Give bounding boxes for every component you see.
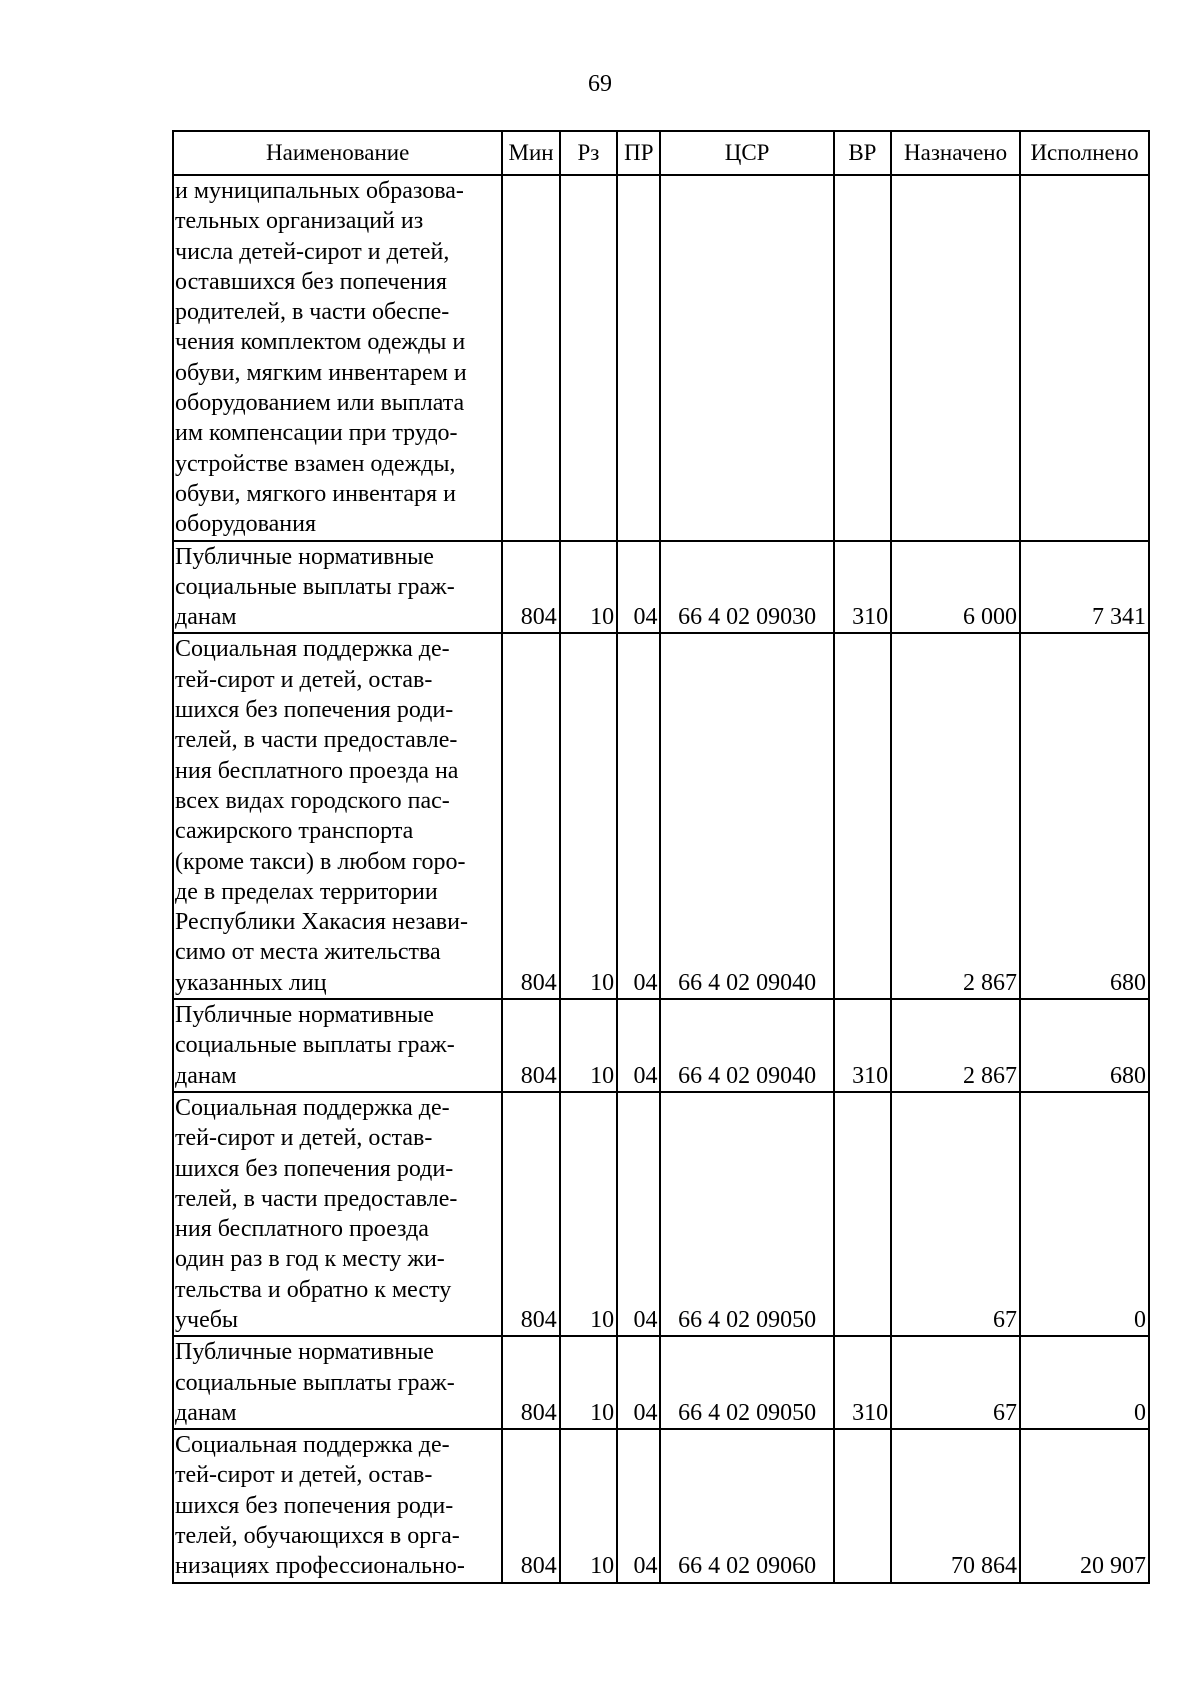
cell-pr: 04 xyxy=(617,1429,660,1582)
cell-name: Публичные нормативные социальные выплаты граж- данам xyxy=(173,1336,502,1429)
cell-min xyxy=(502,175,559,541)
table-row xyxy=(173,1336,1149,1429)
cell-name: Социальная поддержка де- тей-сирот и детей, остав- шихся без попечения роди- телей, в части предоставле- ния бесплатного проезда один раз в год к месту жи- тельства и обратно к месту учебы xyxy=(173,1092,502,1336)
table-row xyxy=(173,1429,1149,1582)
cell-rz: 10 xyxy=(560,1429,617,1582)
cell-csr: 66 4 02 09040 xyxy=(660,633,833,999)
cell-min: 804 xyxy=(502,1336,559,1429)
cell-ispolneno: 0 xyxy=(1020,1092,1149,1336)
cell-vr xyxy=(834,1429,891,1582)
cell-rz: 10 xyxy=(560,1336,617,1429)
cell-ispolneno: 7 341 xyxy=(1020,541,1149,634)
table-row xyxy=(173,175,1149,541)
header-pr: ПР xyxy=(617,131,660,175)
cell-min: 804 xyxy=(502,1092,559,1336)
cell-pr: 04 xyxy=(617,1336,660,1429)
cell-ispolneno xyxy=(1020,175,1149,541)
cell-csr: 66 4 02 09060 xyxy=(660,1429,833,1582)
cell-name: Социальная поддержка де- тей-сирот и детей, остав- шихся без попечения роди- телей, в части предоставле- ния бесплатного проезда на всех видах городского пас- сажирского транспорта (кроме такси) в любом горо- де в пределах территории Республики Хакасия незави- симо от места жительства указанных лиц xyxy=(173,633,502,999)
cell-vr: 310 xyxy=(834,541,891,634)
cell-vr xyxy=(834,633,891,999)
cell-rz: 10 xyxy=(560,999,617,1092)
cell-naznacheno: 67 xyxy=(891,1092,1020,1336)
header-rz: Рз xyxy=(560,131,617,175)
table-row xyxy=(173,633,1149,999)
budget-table xyxy=(172,130,1150,1584)
cell-pr: 04 xyxy=(617,633,660,999)
header-vr: ВР xyxy=(834,131,891,175)
header-naznacheno: Назначено xyxy=(891,131,1020,175)
cell-csr: 66 4 02 09050 xyxy=(660,1336,833,1429)
cell-vr xyxy=(834,1092,891,1336)
cell-rz xyxy=(560,175,617,541)
cell-ispolneno: 680 xyxy=(1020,633,1149,999)
cell-csr xyxy=(660,175,833,541)
cell-rz: 10 xyxy=(560,633,617,999)
cell-name: Публичные нормативные социальные выплаты граж- данам xyxy=(173,541,502,634)
cell-min: 804 xyxy=(502,999,559,1092)
cell-csr: 66 4 02 09050 xyxy=(660,1092,833,1336)
cell-rz: 10 xyxy=(560,541,617,634)
cell-pr: 04 xyxy=(617,1092,660,1336)
header-ispolneno: Исполнено xyxy=(1020,131,1149,175)
cell-naznacheno xyxy=(891,175,1020,541)
table-row xyxy=(173,541,1149,634)
cell-naznacheno: 67 xyxy=(891,1336,1020,1429)
cell-csr: 66 4 02 09030 xyxy=(660,541,833,634)
cell-ispolneno: 20 907 xyxy=(1020,1429,1149,1582)
cell-vr: 310 xyxy=(834,999,891,1092)
table-row xyxy=(173,1092,1149,1336)
cell-ispolneno: 680 xyxy=(1020,999,1149,1092)
cell-name: Публичные нормативные социальные выплаты граж- данам xyxy=(173,999,502,1092)
cell-naznacheno: 70 864 xyxy=(891,1429,1020,1582)
table-row xyxy=(173,999,1149,1092)
cell-pr: 04 xyxy=(617,999,660,1092)
cell-min: 804 xyxy=(502,1429,559,1582)
cell-pr: 04 xyxy=(617,541,660,634)
cell-min: 804 xyxy=(502,633,559,999)
cell-vr xyxy=(834,175,891,541)
table-header-row xyxy=(173,131,1149,175)
header-min: Мин xyxy=(502,131,559,175)
cell-name: и муниципальных образова- тельных организаций из числа детей-сирот и детей, оставшихся без попечения родителей, в части обеспе- чения комплектом одежды и обуви, мягким инвентарем и оборудованием или выплата им компенсации при трудо- устройстве взамен одежды, обуви, мягкого инвентаря и оборудования xyxy=(173,175,502,541)
header-name: Наименование xyxy=(173,131,502,175)
cell-naznacheno: 6 000 xyxy=(891,541,1020,634)
header-csr: ЦСР xyxy=(660,131,833,175)
cell-name: Социальная поддержка де- тей-сирот и детей, остав- шихся без попечения роди- телей, обучающихся в орга- низациях профессионально- xyxy=(173,1429,502,1582)
cell-pr xyxy=(617,175,660,541)
cell-ispolneno: 0 xyxy=(1020,1336,1149,1429)
cell-naznacheno: 2 867 xyxy=(891,633,1020,999)
cell-vr: 310 xyxy=(834,1336,891,1429)
cell-min: 804 xyxy=(502,541,559,634)
cell-naznacheno: 2 867 xyxy=(891,999,1020,1092)
cell-csr: 66 4 02 09040 xyxy=(660,999,833,1092)
cell-rz: 10 xyxy=(560,1092,617,1336)
page-number: 69 xyxy=(588,71,612,97)
